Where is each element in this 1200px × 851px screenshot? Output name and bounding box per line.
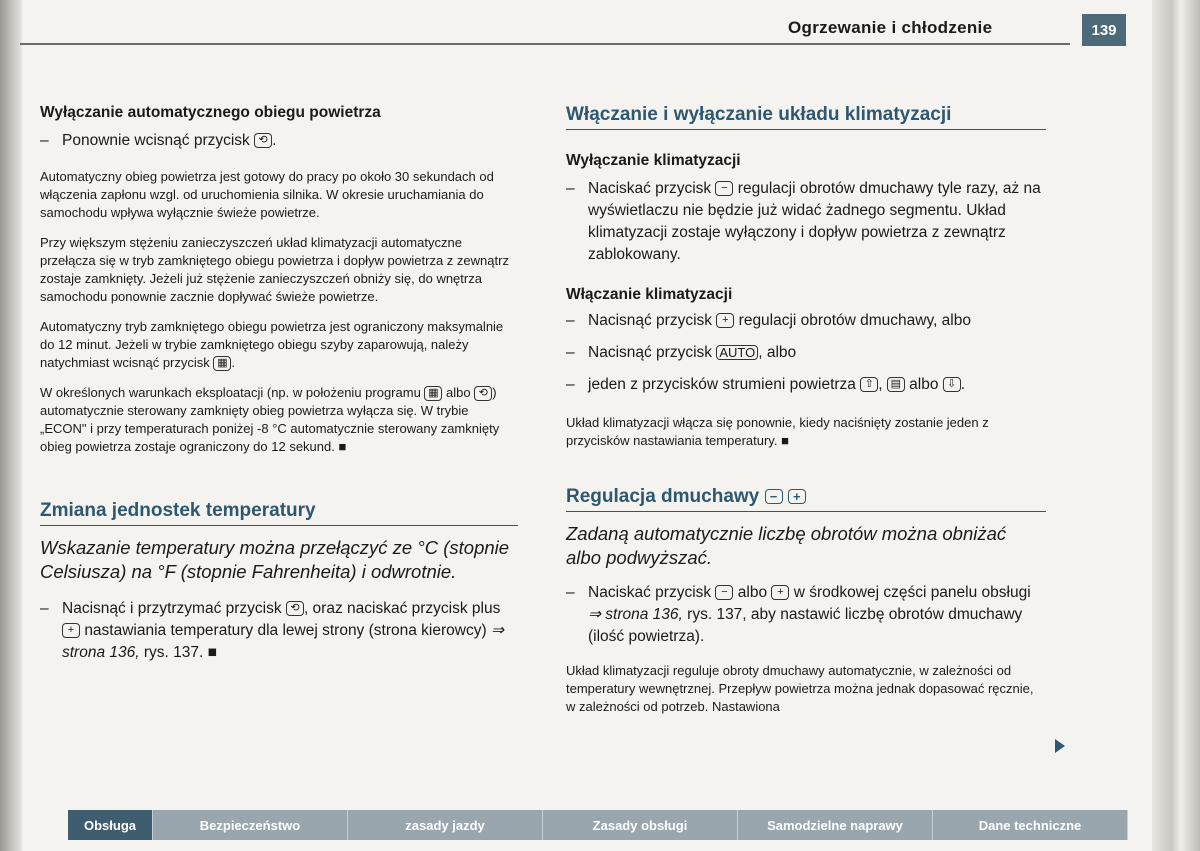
- continue-arrow-icon: [1055, 739, 1065, 753]
- plus-key-icon: +: [771, 585, 789, 600]
- defrost-button-icon: ▦: [424, 386, 442, 401]
- minus-key-icon: −: [715, 181, 733, 196]
- paragraph: Automatyczny obieg powietrza jest gotowy do pracy po około 30 sekundach od włączenia zapłonu wzgl. od uruchomienia silnika. W okresie uruchamiania do samochodu wpływa wyłącznie świeże powietrze.: [40, 169, 494, 220]
- paragraph-text: ) automatycznie sterowany zamknięty obieg powietrza wyłącza się. W trybie „ECON" i przy temperaturach poniżej -8 °C automatycznie sterowany zamknięty obieg powietrza zostaje ograniczony do 12 sekund.: [40, 385, 500, 454]
- step-ac-on-2: – Nacisnąć przycisk AUTO , albo: [566, 344, 797, 361]
- step-text: regulacji obrotów dmuchawy, albo: [738, 312, 971, 329]
- step-text: , albo: [758, 344, 797, 361]
- step-text: albo: [909, 376, 939, 393]
- paragraph-text: albo: [446, 385, 471, 400]
- page-header-title: Ogrzewanie i chłodzenie: [788, 18, 993, 37]
- paragraph: Układ klimatyzacji reguluje obroty dmuchawy automatycznie, w zależności od temperatury wewnętrznej. Przepływ powietrza można jednak dopasować ręcznie, w zależności od potrzeb. Nastawiona: [566, 663, 1034, 714]
- tab-dane-techniczne[interactable]: Dane techniczne: [933, 810, 1128, 840]
- step-ac-on-3: – jeden z przycisków strumieni powietrza ⇧ , ▤ albo ⇩ .: [566, 376, 966, 393]
- page-reference: ⇒ strona 136,: [62, 622, 504, 661]
- recirc-button-icon: ⟲: [254, 133, 272, 148]
- section-lead: Wskazanie temperatury można przełączyć ze °C (stopnie Celsiusza) na °F (stopnie Fahrenheita) i odwrotnie.: [40, 537, 510, 582]
- section-heading-blower: [566, 486, 1046, 508]
- section-lead: Zadaną automatycznie liczbę obrotów można obniżać albo podwyższać.: [566, 523, 1007, 568]
- end-square-icon: ■: [207, 644, 218, 661]
- airflow-middle-icon: ▤: [887, 377, 905, 392]
- plus-key-icon: +: [62, 623, 80, 638]
- step-ac-off: – Naciskać przycisk − regulacji obrotów dmuchawy tyle razy, aż na wyświetlaczu nie będzie już widać żadnego segmentu. Układ klimatyzacji zostaje wyłączony i dopływ powietrza z zewnątrz zablokowany.: [566, 180, 1041, 263]
- step-text: Naciskać przycisk: [588, 180, 712, 197]
- step-recirc-off: – Ponownie wcisnąć przycisk ⟲ .: [40, 132, 277, 149]
- step-text: albo: [737, 584, 768, 601]
- section-heading-units: Zmiana jednostek temperatury: [40, 500, 316, 521]
- subheading-ac-on: Włączanie klimatyzacji: [566, 286, 733, 303]
- plus-key-icon: +: [788, 489, 806, 504]
- step-text: jeden z przycisków strumieni powietrza: [588, 376, 856, 393]
- heading-text: Regulacja dmuchawy: [566, 486, 760, 507]
- minus-key-icon: −: [715, 585, 733, 600]
- step-text: w środkowej części panelu obsługi: [793, 584, 1031, 601]
- paragraph: Automatyczny tryb zamkniętego obiegu powietrza jest ograniczony maksymalnie do 12 minut. Jeżeli w trybie zamkniętego obiegu szyby zaparowują, należy natychmiast wcisnąć przycisk ▦ .: [40, 319, 504, 370]
- page-number: 139: [1082, 14, 1126, 46]
- book-spine: [1152, 0, 1200, 851]
- paragraph: [566, 414, 1046, 450]
- step-text: Naciskać przycisk: [588, 584, 712, 601]
- tab-samodzielne-naprawy[interactable]: Samodzielne naprawy: [738, 810, 933, 840]
- defrost-button-icon: ▦: [213, 356, 231, 371]
- minus-key-icon: −: [765, 489, 783, 504]
- section-heading-ac: Włączanie i wyłączanie układu klimatyzacji: [566, 104, 952, 125]
- step-text: Nacisnąć przycisk: [588, 312, 713, 329]
- auto-key: AUTO: [716, 345, 758, 360]
- right-column: [566, 104, 1046, 729]
- step-text: nastawiania temperatury dla lewej strony (strona kierowcy): [84, 622, 487, 639]
- step-text: Nacisnąć przycisk: [588, 344, 713, 361]
- subheading-ac-off: Wyłączanie klimatyzacji: [566, 152, 741, 169]
- recirc-button-icon: ⟲: [474, 386, 492, 401]
- page-left-shadow: [0, 0, 22, 851]
- footer-tabs: [68, 810, 1128, 840]
- paragraph: [40, 384, 518, 456]
- paragraph: Przy większym stężeniu zanieczyszczeń układ klimatyzacji automatyczne przełącza się w tryb zamkniętego obiegu powietrza i dopływ powietrza z zewnątrz zostaje zamknięty. Jeżeli już stężenie zanieczyszczeń obniży się, do wnętrza samochodu ponownie zacznie dopływać świeże powietrze.: [40, 235, 509, 304]
- end-square-icon: ■: [781, 433, 789, 448]
- heading-rule: [566, 511, 1046, 512]
- step-blower: – Naciskać przycisk − albo + w środkowej części panelu obsługi ⇒ strona 136, rys. 137, aby nastawić liczbę obrotów dmuchawy (ilość powietrza).: [566, 584, 1031, 645]
- figure-reference: rys. 137.: [143, 644, 204, 661]
- section-temperature-units: [40, 500, 518, 664]
- left-column: [40, 104, 518, 664]
- step-text: Ponownie wcisnąć przycisk: [62, 132, 250, 149]
- section-heading-recirc-off: Wyłączanie automatycznego obiegu powietrza: [40, 104, 381, 121]
- heading-rule: [566, 129, 1046, 130]
- airflow-up-icon: ⇧: [860, 377, 878, 392]
- tab-obsluga[interactable]: Obsługa: [68, 810, 153, 840]
- header-divider: [20, 43, 1070, 45]
- tab-bezpieczenstwo[interactable]: Bezpieczeństwo: [153, 810, 348, 840]
- heading-rule: [40, 525, 518, 526]
- step-text: Nacisnąć i przytrzymać przycisk: [62, 600, 282, 617]
- recirc-button-icon: ⟲: [286, 601, 304, 616]
- step-text: rys. 137, aby nastawić liczbę obrotów dmuchawy (ilość powietrza).: [588, 606, 1023, 645]
- airflow-down-icon: ⇩: [943, 377, 961, 392]
- tab-zasady-obslugi[interactable]: Zasady obsługi: [543, 810, 738, 840]
- page-reference: ⇒ strona 136,: [588, 606, 683, 623]
- step-text: , oraz naciskać przycisk plus: [303, 600, 501, 617]
- step-change-units: – Nacisnąć i przytrzymać przycisk ⟲ , oraz naciskać przycisk plus + nastawiania temperatury dla lewej strony (strona kierowcy) ⇒ strona 136, rys. 137. ■: [40, 600, 504, 661]
- paragraph-text: W określonych warunkach eksploatacji (np. w położeniu programu: [40, 385, 421, 400]
- paragraph-text: Automatyczny tryb zamkniętego obiegu powietrza jest ograniczony maksymalnie do 12 minut. Jeżeli w trybie zamkniętego obiegu szyby zaparowują, należy natychmiast wcisnąć przycisk: [40, 319, 504, 370]
- end-square-icon: ■: [338, 439, 347, 454]
- section-blower: [566, 486, 1046, 716]
- step-text: regulacji obrotów dmuchawy tyle razy, aż na wyświetlaczu nie będzie już widać żadnego segmentu. Układ klimatyzacji zostaje wyłączony i dopływ powietrza z zewnątrz zablokowany.: [588, 180, 1041, 263]
- step-ac-on-1: – Nacisnąć przycisk + regulacji obrotów dmuchawy, albo: [566, 312, 971, 329]
- tab-zasady-jazdy[interactable]: zasady jazdy: [348, 810, 543, 840]
- plus-key-icon: +: [716, 313, 734, 328]
- paragraph-text: Układ klimatyzacji włącza się ponownie, kiedy naciśnięty zostanie jeden z przycisków nastawiania temperatury.: [566, 415, 989, 448]
